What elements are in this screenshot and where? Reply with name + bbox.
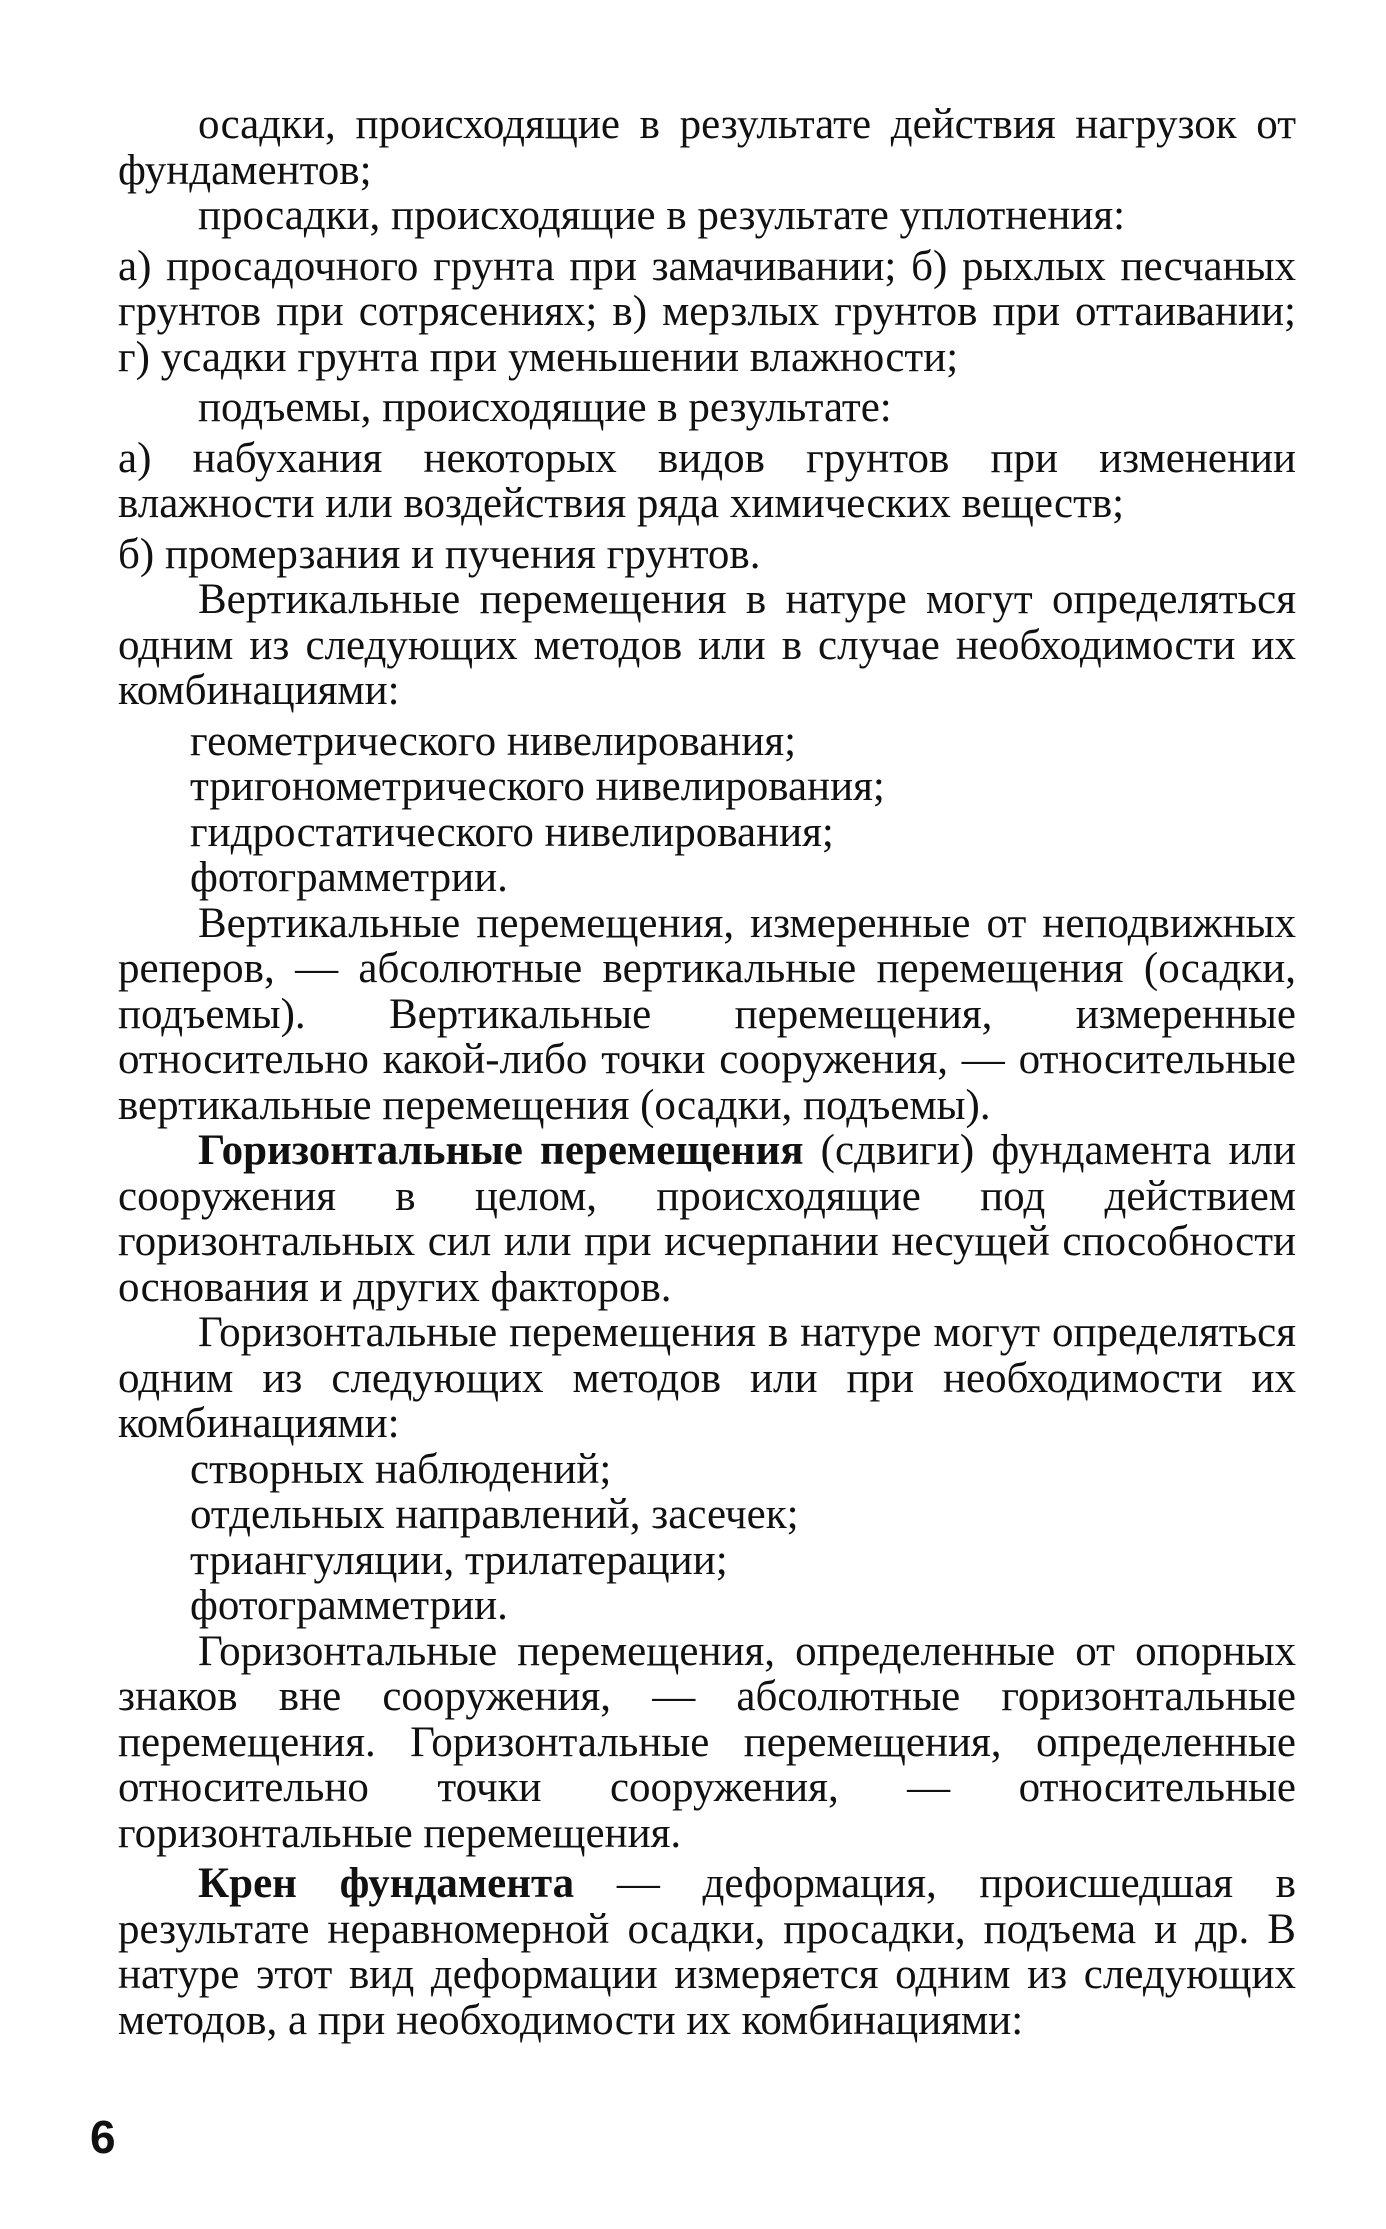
paragraph: б) промерзания и пучения грунтов.: [118, 530, 761, 578]
page-number: 6: [90, 2111, 116, 2163]
paragraph: Горизонтальные перемещения в натуре могут определяться одним из следующих методов или при необходимости их комбинациями:: [118, 1309, 1296, 1447]
list-item: тригонометрического нивелирования;: [190, 763, 885, 810]
list-item: триангуляции, трилатерации;: [190, 1536, 728, 1584]
paragraph: Вертикальные перемещения, измеренные от неподвижных реперов, — абсолютные вертикальные перемещения (осадки, подъемы). Вертикальные перемещения, измеренные относительно какой-либо точки сооружения, — относительные вертикальные перемещения (осадки, подъемы).: [118, 899, 1296, 1129]
paragraph-text: (сдвиги) фундамента или сооружения в целом, происходящие под действием горизонтальных сил или при исчерпании несущей способности основания и других факторов.: [118, 1127, 1296, 1311]
paragraph: а) набухания некоторых видов грунтов при изменении влажности или воздействия ряда химических веществ;: [118, 434, 1296, 527]
paragraph: подъемы, происходящие в результате:: [198, 384, 892, 431]
paragraph: [118, 1128, 1296, 1310]
term-bold: Крен фундамента: [198, 1860, 575, 1907]
paragraph: просадки, происходящие в результате уплотнения:: [198, 192, 1126, 239]
list-item: геометрического нивелирования;: [190, 717, 797, 765]
paragraph: Горизонтальные перемещения, определенные от опорных знаков вне сооружения, — абсолютные горизонтальные перемещения. Горизонтальные перемещения, определенные относительно точки сооружения, — относительные горизонтальные перемещения.: [118, 1627, 1296, 1857]
list-item: фотограмметрии.: [190, 854, 508, 901]
body-text: [118, 102, 1296, 2043]
term-bold: Горизонтальные перемещения: [198, 1127, 804, 1174]
list-item: створных наблюдений;: [190, 1445, 612, 1493]
list-item: фотограмметрии.: [190, 1582, 508, 1629]
paragraph: [118, 1861, 1296, 2043]
paragraph: а) просадочного грунта при замачивании; б) рыхлых песчаных грунтов при сотрясениях; в) мерзлых грунтов при оттаивании; г) усадки грунта при уменьшении влажности;: [118, 242, 1296, 381]
list-item: гидростатического нивелирования;: [190, 808, 834, 856]
paragraph: осадки, происходящие в результате действия нагрузок от фундаментов;: [118, 101, 1296, 194]
list-item: отдельных направлений, засечек;: [190, 1491, 799, 1538]
paragraph-text: — деформация, происшедшая в результате неравномерной осадки, просадки, подъема и др. В натуре этот вид деформации измеряется одним из следующих методов, а при необходимости их комбинациями:: [118, 1860, 1296, 2044]
paragraph: Вертикальные перемещения в натуре могут определяться одним из следующих методов или в случае необходимости их комбинациями:: [118, 576, 1296, 714]
